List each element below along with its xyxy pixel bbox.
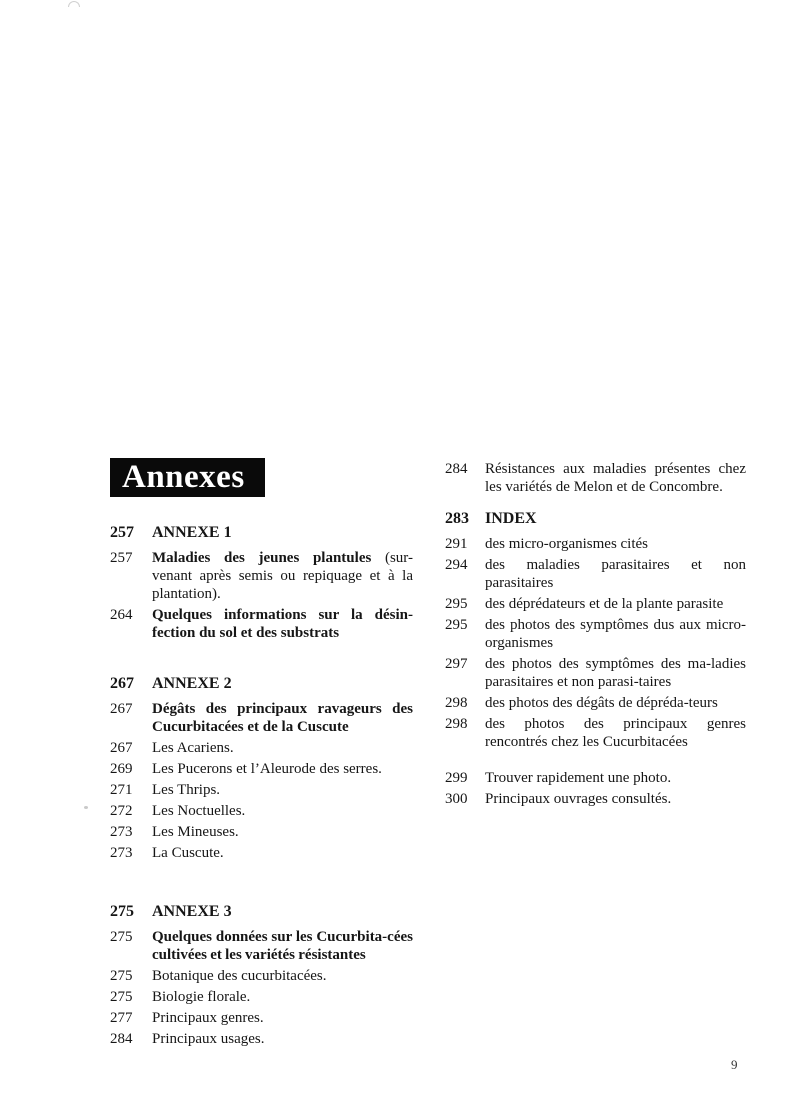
entry-page-number: 275 xyxy=(110,968,133,984)
entry-page-number: 295 xyxy=(445,596,468,612)
entry-text: Les Mineuses. xyxy=(152,824,239,840)
entry-page-number: 267 xyxy=(110,701,133,717)
toc-entry-noctuelles xyxy=(110,802,413,820)
toc-entry-botanique xyxy=(110,967,413,985)
entry-page-number: 300 xyxy=(445,791,468,807)
entry-page-number: 257 xyxy=(110,550,133,566)
entry-page-number: 291 xyxy=(445,536,468,552)
entry-text: Principaux ouvrages consultés. xyxy=(485,791,672,807)
entry-text: des photos des symptômes des ma-ladies parasitaires et non parasi-taires xyxy=(485,656,746,690)
entry-text: Biologie florale. xyxy=(152,989,251,1005)
entry-text: Trouver rapidement une photo. xyxy=(485,770,672,786)
toc-entry-maladies xyxy=(110,549,413,603)
toc-entry-pucerons xyxy=(110,760,413,778)
section-heading-annexe3 xyxy=(110,902,413,922)
entry-page-number: 267 xyxy=(110,740,133,756)
toc-entry-thrips xyxy=(110,781,413,799)
toc-entry-degats xyxy=(110,700,413,736)
toc-entry-index-photos-maladies xyxy=(445,655,746,691)
entry-page-number: 283 xyxy=(445,510,469,527)
entry-text: Principaux usages. xyxy=(152,1031,265,1047)
entry-page-number: 267 xyxy=(110,675,134,692)
toc-entry-index-organismes xyxy=(445,535,746,553)
toc-right-column xyxy=(445,460,746,811)
entry-text: Quelques données sur les Cucurbita-cées cultivées et les variétés résistantes xyxy=(152,929,413,963)
section-heading-annexe1 xyxy=(110,523,413,543)
entry-text: Quelques informations sur la désin-fection du sol et des substrats xyxy=(152,607,413,641)
entry-text: Botanique des cucurbitacées. xyxy=(152,968,327,984)
entry-page-number: 275 xyxy=(110,989,133,1005)
entry-page-number: 297 xyxy=(445,656,468,672)
toc-entry-index-photos-genres xyxy=(445,715,746,751)
entry-page-number: 298 xyxy=(445,695,468,711)
toc-entry-donnees xyxy=(110,928,413,964)
section-heading-annexe2 xyxy=(110,674,413,694)
entry-text: des déprédateurs et de la plante parasite xyxy=(485,596,724,612)
toc-entry-ouvrages xyxy=(445,790,746,808)
entry-page-number: 298 xyxy=(445,716,468,732)
entry-page-number: 273 xyxy=(110,845,133,861)
toc-entry-acariens xyxy=(110,739,413,757)
entry-page-number: 295 xyxy=(445,617,468,633)
entry-text: La Cuscute. xyxy=(152,845,224,861)
entry-text: Dégâts des principaux ravageurs des Cucurbitacées et de la Cuscute xyxy=(152,701,413,735)
entry-text: Les Noctuelles. xyxy=(152,803,246,819)
toc-entry-desinfection xyxy=(110,606,413,642)
section-heading-label: ANNEXE 3 xyxy=(152,903,232,920)
entry-page-number: 275 xyxy=(110,903,134,920)
entry-text: des photos des principaux genres rencontrés chez les Cucurbitacées xyxy=(485,716,746,750)
toc-entry-index-photos-degats xyxy=(445,694,746,712)
toc-entry-mineuses xyxy=(110,823,413,841)
entry-text: des photos des symptômes dus aux micro-organismes xyxy=(485,617,746,651)
entry-text-bold: Maladies des jeunes plantules xyxy=(152,550,372,566)
section-heading-label: INDEX xyxy=(485,510,537,527)
entry-page-number: 269 xyxy=(110,761,133,777)
annexes-banner-label: Annexes xyxy=(122,459,245,495)
entry-text: des maladies parasitaires et non parasitaires xyxy=(485,557,746,591)
scan-artifact xyxy=(84,806,88,809)
entry-page-number: 257 xyxy=(110,524,134,541)
entry-page-number: 273 xyxy=(110,824,133,840)
toc-entry-resistances xyxy=(445,460,746,496)
entry-text: des micro-organismes cités xyxy=(485,536,649,552)
toc-entry-usages xyxy=(110,1030,413,1048)
toc-entry-genres xyxy=(110,1009,413,1027)
entry-text: Les Pucerons et l’Aleurode des serres. xyxy=(152,761,382,777)
toc-left-column xyxy=(110,458,413,1051)
toc-entry-index-depredateurs xyxy=(445,595,746,613)
section-heading-index xyxy=(445,509,746,529)
toc-entry-index-maladies xyxy=(445,556,746,592)
annexes-banner xyxy=(110,458,265,497)
entry-text: Les Acariens. xyxy=(152,740,234,756)
entry-page-number: 275 xyxy=(110,929,133,945)
toc-entry-cuscute xyxy=(110,844,413,862)
page-number: 9 xyxy=(731,1057,738,1072)
entry-text xyxy=(152,549,413,603)
entry-page-number: 294 xyxy=(445,557,468,573)
entry-page-number: 284 xyxy=(110,1031,133,1047)
entry-text-rest: (sur-venant après semis ou repiquage et à la plantation). xyxy=(152,550,413,602)
entry-text: Principaux genres. xyxy=(152,1010,264,1026)
section-heading-label: ANNEXE 1 xyxy=(152,524,232,541)
entry-page-number: 277 xyxy=(110,1010,133,1026)
toc-entry-biologie xyxy=(110,988,413,1006)
entry-page-number: 284 xyxy=(445,461,468,477)
entry-page-number: 271 xyxy=(110,782,133,798)
entry-page-number: 264 xyxy=(110,607,133,623)
entry-page-number: 272 xyxy=(110,803,133,819)
toc-entry-index-photos-symptomes xyxy=(445,616,746,652)
toc-entry-trouver-photo xyxy=(445,769,746,787)
scan-artifact xyxy=(68,1,80,7)
section-heading-label: ANNEXE 2 xyxy=(152,675,232,692)
entry-page-number: 299 xyxy=(445,770,468,786)
entry-text: des photos des dégâts de dépréda-teurs xyxy=(485,695,718,711)
entry-text: Résistances aux maladies présentes chez les variétés de Melon et de Concombre. xyxy=(485,461,746,495)
entry-text: Les Thrips. xyxy=(152,782,221,798)
